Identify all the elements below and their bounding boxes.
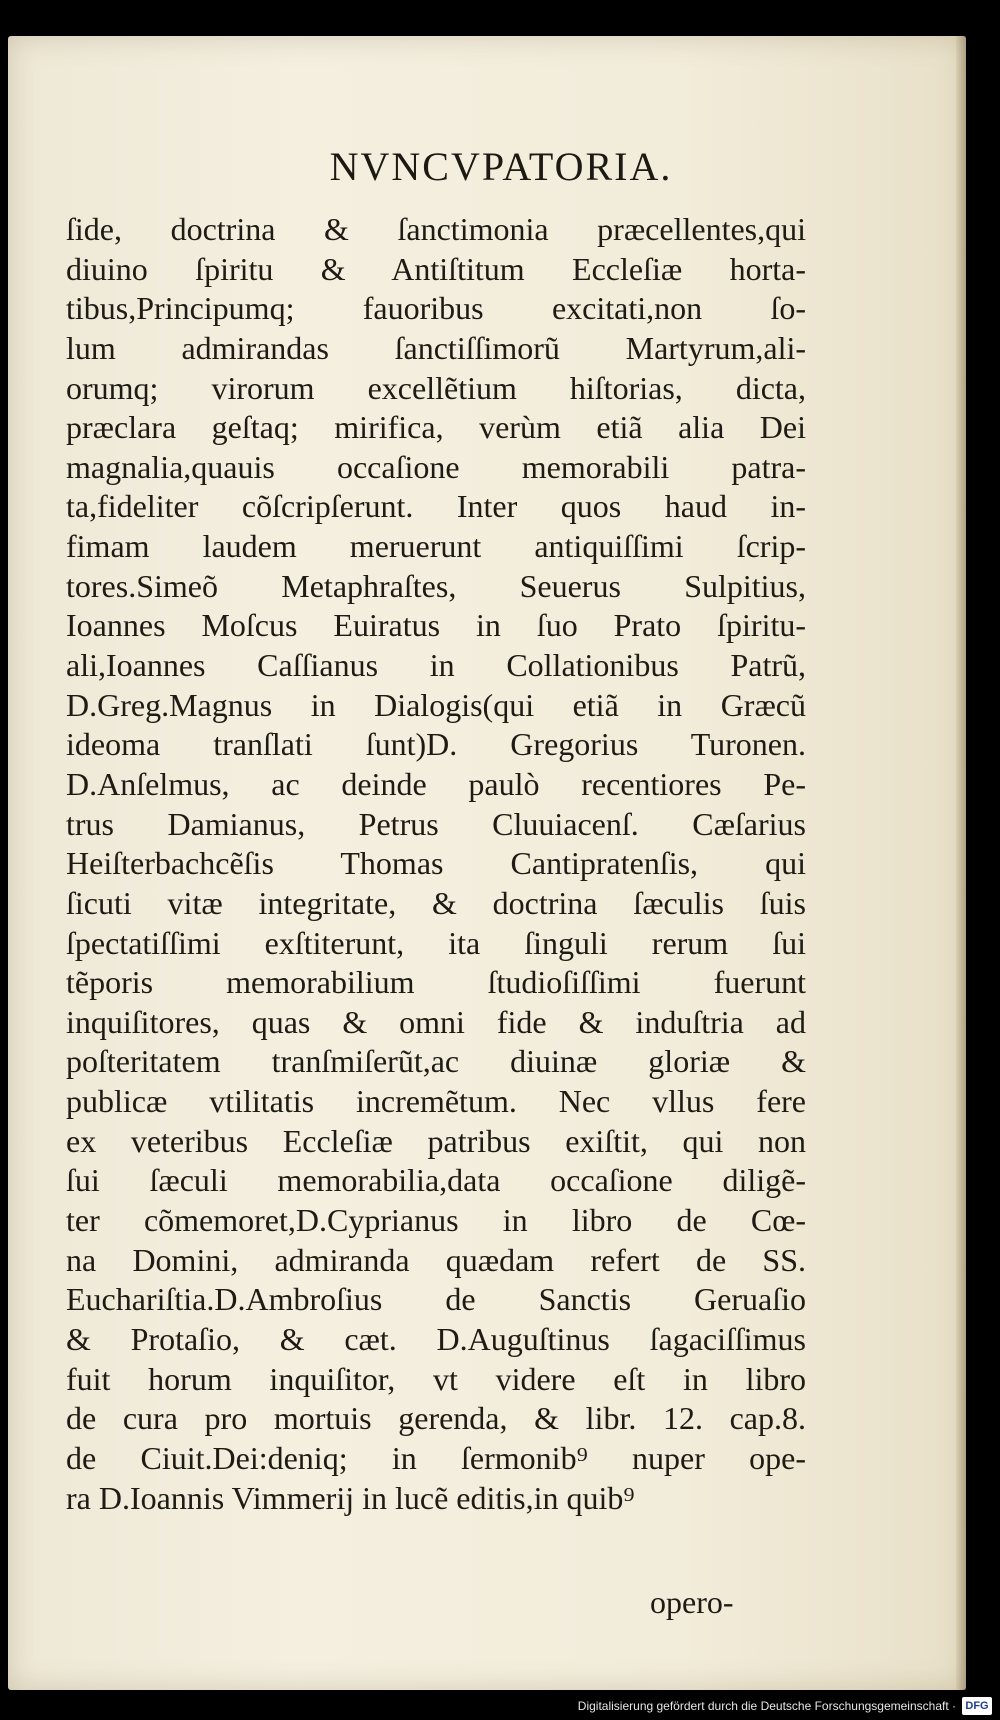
text-line: orumq; virorum excellẽtium hiſtorias, dicta,: [66, 369, 806, 406]
text-line: ſpectatiſſimi exſtiterunt, ita ſinguli rerum ſui: [66, 924, 806, 961]
text-line: & Protaſio, & cæt. D.Auguſtinus ſagaciſſimus: [66, 1320, 806, 1357]
footer-bar: [0, 1694, 1000, 1720]
text-line: Euchariſtia.D.Ambroſius de Sanctis Geruaſio: [66, 1281, 806, 1318]
text-line: fuit horum inquiſitor, vt videre eſt in libro: [66, 1360, 806, 1397]
text-line: D.Anſelmus, ac deinde paulò recentiores Pe-: [66, 765, 806, 802]
text-line: ſui ſæculi memorabilia,data occaſione diligẽ-: [66, 1162, 806, 1199]
text-line: trus Damianus, Petrus Cluuiacenſ. Cæſarius: [66, 805, 806, 842]
text-line: tibus,Principumq; fauoribus excitati,non ſo-: [66, 290, 806, 327]
text-line: ali,Ioannes Caſſianus in Collationibus Patrũ,: [66, 647, 806, 684]
text-line: tẽporis memorabilium ſtudioſiſſimi fuerunt: [66, 964, 806, 1001]
text-line: ſicuti vitæ integritate, & doctrina ſæculis ſuis: [66, 884, 806, 921]
text-line: na Domini, admiranda quædam refert de SS.: [66, 1241, 806, 1278]
text-line: ra D.Ioannis Vimmerij in lucẽ editis,in quib⁹: [66, 1479, 635, 1516]
text-line: de cura pro mortuis gerenda, & libr. 12. cap.8.: [66, 1400, 806, 1437]
book-page: [8, 36, 966, 1690]
text-line: inquiſitores, quas & omni fide & induſtria ad: [66, 1003, 806, 1040]
text-line: ex veteribus Eccleſiæ patribus exiſtit, qui non: [66, 1122, 806, 1159]
dfg-logo-icon: DFG: [962, 1697, 992, 1715]
text-line: lum admirandas ſanctiſſimorũ Martyrum,ali-: [66, 329, 806, 366]
body-text: [66, 210, 806, 1518]
text-line: fimam laudem meruerunt antiquiſſimi ſcrip-: [66, 528, 806, 565]
text-line: poſteritatem tranſmiſerũt,ac diuinæ gloriæ &: [66, 1043, 806, 1080]
text-line: de Ciuit.Dei:deniq; in ſermonib⁹ nuper ope-: [66, 1439, 806, 1476]
text-line: præclara geſtaq; mirifica, verùm etiã alia Dei: [66, 409, 806, 446]
text-line: Ioannes Moſcus Euiratus in ſuo Prato ſpiritu-: [66, 607, 806, 644]
text-line: diuino ſpiritu & Antiſtitum Eccleſiæ horta-: [66, 250, 806, 287]
page-edge: [956, 36, 966, 1690]
text-line: Heiſterbachcẽſis Thomas Cantipratenſis, qui: [66, 845, 806, 882]
text-line: ideoma tranſlati ſunt)D. Gregorius Turonen.: [66, 726, 806, 763]
funding-credit: Digitalisierung gefördert durch die Deutsche Forschungsgemeinschaft ·: [577, 1699, 956, 1713]
text-line: publicæ vtilitatis incremẽtum. Nec vllus fere: [66, 1083, 806, 1120]
text-line: ta,fideliter cõſcripſerunt. Inter quos haud in-: [66, 488, 806, 525]
catchword: opero-: [650, 1584, 734, 1620]
text-line: D.Greg.Magnus in Dialogis(qui etiã in Græcũ: [66, 686, 806, 723]
text-line: ter cõmemoret,D.Cyprianus in libro de Cœ-: [66, 1202, 806, 1239]
text-line: tores.Simeõ Metaphraſtes, Seuerus Sulpitius,: [66, 567, 806, 604]
text-line: ſide, doctrina & ſanctimonia præcellentes,qui: [66, 211, 806, 247]
text-line: magnalia,quauis occaſione memorabili patra-: [66, 448, 806, 485]
running-header: NVNCVPATORIA.: [329, 144, 673, 189]
